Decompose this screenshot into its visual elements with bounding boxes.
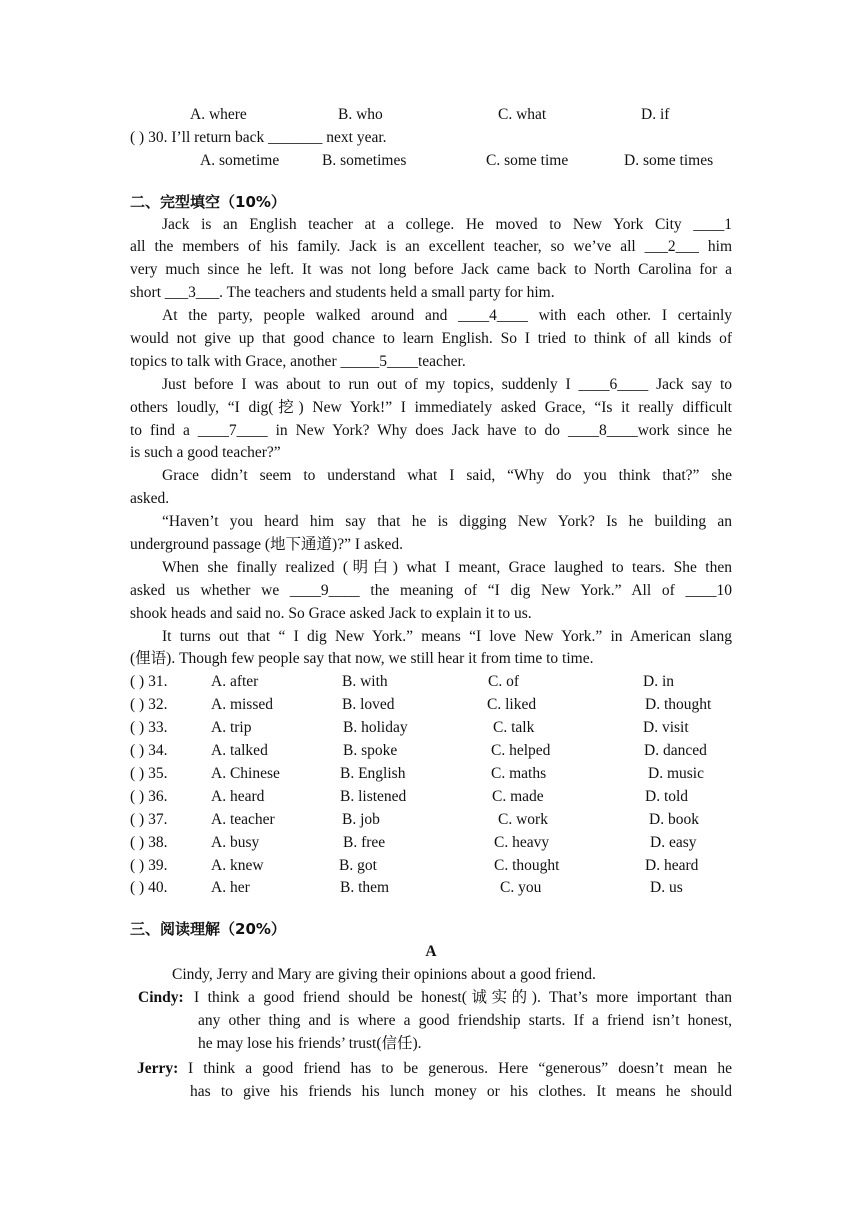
option-d: D. in (643, 673, 674, 691)
option-b: B. job (342, 810, 380, 828)
option-b: B. listened (340, 787, 407, 805)
passage-line: At the party, people walked around and ____4____ with each other. I certainly (162, 307, 732, 325)
jerry-opinion (130, 1058, 732, 1104)
question-number: ( ) 32. (130, 696, 168, 714)
option-a: A. sometime (200, 151, 280, 169)
option-c: C. heavy (494, 833, 550, 851)
option-b: B. loved (342, 696, 395, 714)
exam-page (130, 104, 732, 1103)
passage-line: Just before I was about to run out of my topics, suddenly I ____6____ Jack say to (162, 375, 732, 393)
question-number: ( ) 40. (130, 879, 168, 897)
opinion-line (130, 987, 732, 1010)
option-d: D. us (650, 879, 683, 897)
option-d: D. thought (645, 696, 712, 714)
option-d: D. easy (650, 833, 697, 851)
passage-line: asked us whether we ____9____ the meaning of “I dig New York.” All of ____10 (130, 581, 732, 599)
option-b: B. spoke (343, 742, 398, 760)
speaker-name: Cindy: (138, 988, 184, 1006)
question-row (130, 809, 732, 832)
passage-line: is such a good teacher?” (130, 444, 281, 462)
option-c: C. you (500, 879, 542, 897)
cloze-questions (130, 671, 732, 900)
passage-line: short ___3___. The teachers and students held a small party for him. (130, 284, 555, 302)
passage-line: asked. (130, 490, 170, 508)
reading-intro: Cindy, Jerry and Mary are giving their opinions about a good friend. (172, 966, 596, 984)
option-b: B. holiday (343, 719, 408, 737)
question-30: ( ) 30. I’ll return back _______ next year. (130, 128, 387, 146)
option-c: C. some time (486, 151, 569, 169)
passage-line: to find a ____7____ in New York? Why does Jack have to do ____8____work since he (130, 421, 732, 439)
question-row (130, 694, 732, 717)
option-c: C. of (488, 673, 519, 691)
option-d: D. heard (645, 856, 699, 874)
question-row (130, 763, 732, 786)
option-d: D. book (649, 810, 699, 828)
option-d: D. if (641, 106, 670, 123)
cindy-opinion (130, 987, 732, 1056)
passage-line: very much since he left. It was not long before Jack came back to North Carolina for a (130, 261, 732, 279)
question-row (130, 740, 732, 763)
option-a: A. her (211, 879, 250, 897)
passage-line: “Haven’t you heard him say that he is digging New York? Is he building an (162, 513, 732, 531)
passage-line: others loudly, “I dig(挖) New York!” I immediately asked Grace, “Is it really difficult (130, 398, 732, 416)
option-a: A. where (190, 106, 247, 123)
option-b: B. got (339, 856, 377, 874)
question-row (130, 877, 732, 900)
option-c: C. made (492, 787, 544, 805)
question-row (130, 717, 732, 740)
option-c: C. what (498, 106, 547, 123)
part-label: A (425, 943, 437, 961)
question-number: ( ) 33. (130, 719, 168, 737)
option-a: A. after (211, 673, 259, 691)
opinion-text: I think a good friend should be honest(诚实的). That’s more important than (194, 988, 732, 1006)
question-number: ( ) 39. (130, 856, 168, 874)
opinion-line: has to give his friends his lunch money or his clothes. It means he should (190, 1082, 732, 1100)
opinion-text: I think a good friend has to be generous. Here “generous” doesn’t mean he (188, 1059, 732, 1077)
option-b: B. English (340, 764, 406, 782)
question-row (130, 855, 732, 878)
passage-line: would not give up that good chance to learn English. So I tried to think of all kinds of (130, 330, 732, 348)
question-number: ( ) 34. (130, 742, 168, 760)
option-d: D. visit (643, 719, 689, 737)
question-row (130, 671, 732, 694)
section-2-heading: 二、完型填空（10%） (130, 192, 286, 211)
opinion-line (130, 1058, 732, 1081)
passage-line: Jack is an English teacher at a college. He moved to New York City ____1 (162, 215, 732, 233)
question-number: ( ) 37. (130, 810, 168, 828)
option-b: B. who (338, 106, 383, 123)
speaker-name: Jerry: (137, 1059, 179, 1077)
q30-options (130, 150, 732, 173)
question-number: ( ) 36. (130, 787, 168, 805)
option-a: A. busy (211, 833, 260, 851)
passage-line: (俚语). Though few people say that now, we still hear it from time to time. (130, 650, 594, 668)
question-row (130, 786, 732, 809)
option-d: D. music (648, 764, 704, 782)
option-a: A. talked (211, 742, 268, 760)
option-a: A. missed (211, 696, 273, 714)
option-a: A. trip (211, 719, 252, 737)
question-number: ( ) 35. (130, 764, 168, 782)
passage-line: It turns out that “ I dig New York.” means “I love New York.” in American slang (162, 627, 732, 645)
passage-line: all the members of his family. Jack is an excellent teacher, so we’ve all ___2___ him (130, 238, 732, 256)
q29-options (130, 104, 732, 127)
opinion-line: any other thing and is where a good friendship starts. If a friend isn’t honest, (198, 1011, 732, 1029)
option-a: A. Chinese (211, 764, 280, 782)
option-d: D. danced (644, 742, 707, 760)
question-row (130, 832, 732, 855)
passage-line: shook heads and said no. So Grace asked Jack to explain it to us. (130, 604, 532, 622)
option-c: C. helped (491, 742, 551, 760)
option-a: A. knew (211, 856, 264, 874)
option-c: C. maths (491, 764, 547, 782)
passage-line: topics to talk with Grace, another _____5____teacher. (130, 352, 466, 370)
option-b: B. free (343, 833, 386, 851)
option-c: C. talk (493, 719, 535, 737)
question-number: ( ) 31. (130, 673, 168, 691)
option-a: A. teacher (211, 810, 275, 828)
option-a: A. heard (211, 787, 265, 805)
passage-line: Grace didn’t seem to understand what I said, “Why do you think that?” she (162, 467, 732, 485)
question-number: ( ) 38. (130, 833, 168, 851)
section-3-heading: 三、阅读理解（20%） (130, 920, 286, 939)
passage-line: underground passage (地下通道)?” I asked. (130, 536, 404, 554)
option-d: D. some times (624, 151, 714, 169)
option-b: B. them (340, 879, 390, 897)
option-c: C. thought (494, 856, 560, 874)
cloze-passage (130, 214, 732, 672)
passage-line: When she finally realized (明白) what I meant, Grace laughed to tears. She then (162, 558, 732, 576)
option-d: D. told (645, 787, 689, 805)
option-c: C. work (498, 810, 548, 828)
opinion-line: he may lose his friends’ trust(信任). (198, 1034, 422, 1052)
option-b: B. sometimes (322, 151, 407, 169)
option-c: C. liked (487, 696, 537, 714)
option-b: B. with (342, 673, 388, 691)
